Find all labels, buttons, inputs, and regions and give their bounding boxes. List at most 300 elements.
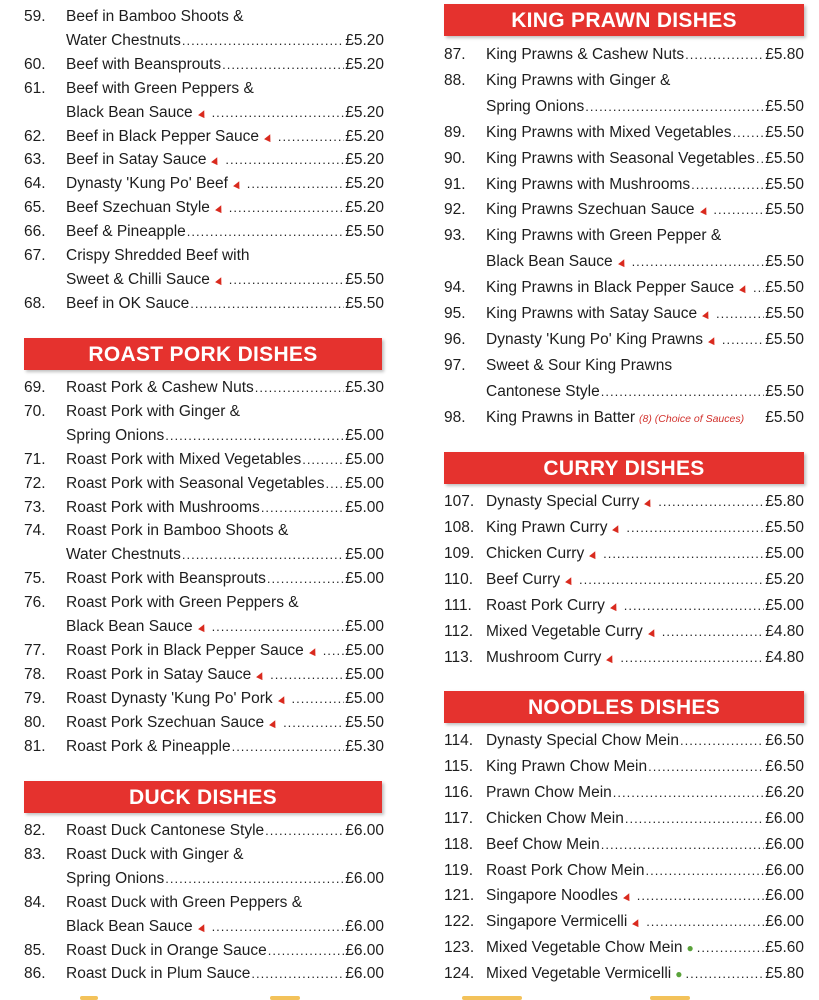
menu-item-price: £6.50 (765, 732, 804, 749)
menu-item-name: Beef in Black Pepper Sauce (66, 127, 260, 145)
menu-item-number: 91. (444, 175, 466, 193)
chilli-icon: ▲ (704, 331, 722, 349)
menu-item-price: £6.00 (345, 941, 384, 959)
menu-item-name: Roast Pork in Bamboo Shoots & (66, 522, 289, 540)
dot-leader (632, 250, 765, 274)
menu-item-row (24, 77, 384, 101)
menu-item-number: 113. (444, 649, 474, 666)
dot-leader (685, 43, 764, 67)
menu-item-name: Beef in Satay Sauce (66, 151, 207, 169)
menu-item-row (444, 406, 804, 430)
menu-item-name: Roast Pork Chow Mein (486, 861, 645, 879)
chilli-icon: ▲ (698, 305, 716, 323)
menu-item-row (444, 755, 804, 779)
menu-item-name: King Prawns in Black Pepper Sauce (486, 279, 735, 297)
menu-item-name: Chicken Curry (486, 545, 585, 562)
chilli-icon: ▲ (735, 279, 753, 297)
dot-leader (267, 567, 344, 591)
menu-item-number: 93. (444, 227, 466, 245)
menu-item-name: Spring Onions (66, 426, 165, 444)
menu-item-price: £5.50 (765, 279, 804, 297)
menu-item-number: 73. (24, 498, 46, 516)
menu-item-name: Sweet & Sour King Prawns (486, 356, 673, 374)
chilli-icon: ▲ (644, 623, 662, 641)
menu-item-name: King Prawn Curry (486, 519, 608, 536)
menu-item-name: Chicken Chow Mein (486, 809, 624, 827)
dot-leader (697, 936, 765, 960)
menu-item-number: 108. (444, 519, 475, 536)
chilli-icon: ▲ (561, 571, 579, 589)
menu-item-number: 89. (444, 123, 466, 141)
dot-leader (251, 962, 344, 986)
menu-item-row (444, 936, 804, 960)
menu-item-number: 78. (24, 665, 46, 683)
menu-item-row (24, 543, 384, 567)
menu-item-number: 122. (444, 913, 475, 931)
menu-item-price: £5.50 (765, 201, 804, 219)
menu-item-row (444, 620, 804, 644)
menu-item-number: 62. (24, 127, 46, 145)
menu-item-price: £5.00 (345, 474, 384, 492)
menu-item-name: Dynasty 'Kung Po' King Prawns (486, 330, 703, 348)
menu-item-number: 61. (24, 79, 46, 97)
menu-item-number: 74. (24, 522, 46, 540)
dot-leader (283, 711, 344, 735)
dot-leader (603, 542, 764, 566)
menu-item-number: 94. (444, 279, 466, 297)
menu-item-row (24, 125, 384, 149)
dot-leader (326, 472, 345, 496)
menu-item-number: 92. (444, 201, 466, 219)
menu-item-name: King Prawns with Green Pepper & (486, 227, 722, 245)
menu-item-name: King Prawns with Mixed Vegetables (486, 123, 732, 141)
menu-item-name: Black Bean Sauce (486, 253, 613, 271)
menu-item-price: £6.00 (765, 809, 804, 827)
menu-item-price: £5.80 (765, 46, 804, 63)
menu-item-row (24, 915, 384, 939)
menu-item-number: 117. (444, 809, 474, 827)
menu-item-number: 76. (24, 594, 46, 612)
menu-item-price: £5.50 (765, 149, 804, 167)
menu-item-number: 115. (444, 757, 474, 775)
menu-item-number: 116. (444, 783, 474, 801)
dot-leader (165, 867, 344, 891)
menu-item-row (444, 646, 804, 670)
menu-item-name: Water Chestnuts (66, 31, 181, 49)
dot-leader (620, 646, 764, 670)
menu-item-name: Roast Duck Cantonese Style (66, 822, 265, 839)
menu-item-price: £5.20 (345, 31, 384, 49)
menu-item-number: 83. (24, 845, 46, 863)
menu-item-price: £5.00 (345, 665, 384, 683)
chilli-icon: ▲ (628, 913, 646, 932)
menu-item-row (444, 490, 804, 514)
menu-item-name: Roast Pork & Pineapple (66, 737, 231, 755)
menu-item-row (444, 224, 804, 248)
menu-item-number: 84. (24, 893, 46, 911)
menu-item-price: £5.50 (345, 223, 384, 241)
menu-item-number: 123. (444, 939, 475, 957)
dot-leader (302, 448, 344, 472)
menu-item-name: Roast Pork & Cashew Nuts (66, 379, 254, 396)
dot-leader (680, 729, 764, 753)
menu-item-price: £6.00 (765, 887, 804, 905)
menu-item-number: 86. (24, 965, 46, 983)
menu-item-number: 70. (24, 402, 46, 420)
menu-item-row (444, 354, 804, 378)
menu-item-number: 80. (24, 713, 46, 731)
menu-item-name: Singapore Vermicelli (486, 913, 628, 931)
menu-item-price: £5.20 (345, 151, 384, 169)
menu-item-row (24, 448, 384, 472)
menu-item-name: Beef Szechuan Style (66, 199, 210, 217)
dot-leader (268, 939, 344, 963)
dot-leader (222, 53, 344, 77)
menu-item-row (24, 843, 384, 867)
menu-item-price: £4.80 (765, 649, 804, 666)
menu-item-name: Roast Duck in Plum Sauce (66, 965, 251, 983)
dot-leader (212, 615, 345, 639)
dot-leader (624, 594, 764, 618)
menu-item-row (444, 542, 804, 566)
menu-item-row (24, 376, 384, 400)
dot-leader (212, 101, 345, 125)
menu-item-name: Cantonese Style (486, 382, 600, 400)
menu-item-price: £5.00 (345, 570, 384, 588)
menu-item-price: £5.50 (765, 382, 804, 400)
menu-item-price: £5.00 (765, 545, 804, 562)
dot-leader (255, 376, 344, 400)
menu-item-price: £5.50 (345, 294, 384, 312)
dot-leader (713, 198, 764, 222)
menu-item-name: Roast Pork with Mixed Vegetables (66, 450, 302, 468)
menu-item-price: £5.50 (765, 175, 804, 193)
menu-item-name: Roast Pork in Satay Sauce (66, 665, 252, 683)
menu-item-row (444, 884, 804, 908)
menu-item-number: 60. (24, 55, 46, 73)
menu-item-name: Sweet & Chilli Sauce (66, 270, 210, 288)
menu-item-price: £5.50 (765, 305, 804, 322)
chilli-icon: ▲ (640, 493, 658, 511)
menu-item-name: Beef in OK Sauce (66, 294, 190, 312)
menu-item-name: Black Bean Sauce (66, 618, 193, 635)
menu-item-price: £6.00 (765, 913, 804, 931)
menu-item-name: King Prawns with Satay Sauce (486, 305, 698, 322)
menu-item-price: £5.00 (345, 689, 384, 707)
chilli-icon: ▲ (194, 917, 211, 936)
menu-item-row (24, 496, 384, 520)
menu-item-row (444, 910, 804, 934)
menu-item-price: £5.00 (345, 450, 384, 468)
dot-leader (613, 781, 764, 805)
section-header-duck: DUCK DISHES (24, 781, 382, 813)
food-photo-edge (462, 996, 522, 1000)
dot-leader (733, 121, 765, 145)
menu-item-name: Beef with Beansprouts (66, 55, 222, 73)
section-header-king-prawn: KING PRAWN DISHES (444, 4, 804, 36)
dot-leader (292, 687, 345, 711)
menu-item-row (444, 276, 804, 300)
chilli-icon: ▲ (619, 887, 637, 906)
menu-item-price: £5.20 (345, 55, 384, 73)
menu-item-row (24, 819, 384, 843)
menu-item-row (444, 594, 804, 618)
chilli-icon: ▲ (614, 253, 631, 272)
chilli-icon: ▲ (194, 618, 211, 636)
menu-item-row (24, 400, 384, 424)
chilli-icon: ▲ (609, 519, 626, 537)
menu-item-number: 79. (24, 689, 46, 707)
menu-item-row (24, 591, 384, 615)
menu-item-name: Spring Onions (66, 869, 165, 887)
menu-item-row (444, 95, 804, 119)
chilli-icon: ▲ (260, 127, 278, 146)
dot-leader (646, 859, 765, 883)
menu-item-name: Roast Dynasty 'Kung Po' Pork (66, 689, 273, 707)
menu-item-row (24, 711, 384, 735)
menu-item-name: Mixed Vegetable Chow Mein (486, 939, 683, 957)
chilli-icon: ▲ (305, 642, 323, 660)
menu-item-number: 87. (444, 46, 466, 63)
menu-item-price: £5.80 (765, 965, 804, 983)
menu-item-price: £5.30 (345, 737, 384, 755)
menu-item-row (24, 148, 384, 172)
dot-leader (190, 292, 344, 316)
menu-item-price: £5.20 (345, 175, 384, 193)
dot-leader (722, 328, 764, 352)
menu-item-price: £5.50 (765, 519, 804, 536)
dot-leader (585, 95, 764, 119)
menu-item-name: Roast Duck with Ginger & (66, 845, 244, 863)
menu-item-name: Roast Pork with Seasonal Vegetables (66, 474, 325, 492)
dot-leader (662, 620, 765, 644)
menu-item-row (24, 29, 384, 53)
menu-item-price: £5.00 (345, 498, 384, 516)
menu-item-number: 71. (24, 450, 46, 468)
menu-item-price: £4.80 (765, 623, 804, 640)
menu-item-name: Roast Pork with Mushrooms (66, 498, 260, 516)
chilli-icon: ▲ (252, 665, 270, 684)
menu-item-name: Dynasty 'Kung Po' Beef (66, 175, 228, 193)
menu-item-number: 77. (24, 641, 46, 659)
menu-item-row (24, 891, 384, 915)
menu-item-name: Beef with Green Peppers & (66, 79, 254, 97)
menu-item-name: Black Bean Sauce (66, 917, 193, 935)
menu-item-number: 64. (24, 175, 46, 193)
menu-item-price: £6.50 (765, 757, 804, 775)
menu-item-number: 124. (444, 965, 475, 983)
menu-item-row (444, 69, 804, 93)
menu-item-number: 121. (444, 887, 475, 905)
chilli-icon: ▲ (211, 271, 229, 289)
menu-item-name: Roast Pork with Green Peppers & (66, 594, 299, 612)
menu-item-row (444, 328, 804, 352)
vegetarian-leaf-icon: ● (686, 941, 694, 956)
section-header-roast-pork: ROAST PORK DISHES (24, 338, 382, 370)
menu-item-number: 65. (24, 199, 46, 217)
menu-item-name: Spring Onions (486, 97, 585, 115)
menu-item-price: £6.20 (765, 783, 804, 801)
menu-item-number: 114. (444, 732, 474, 749)
menu-item-name: King Prawn Chow Mein (486, 757, 648, 775)
menu-item-number: 90. (444, 149, 466, 167)
menu-item-price: £5.50 (765, 97, 804, 115)
menu-item-row (24, 472, 384, 496)
menu-item-name: Roast Pork Curry (486, 597, 605, 614)
menu-item-name: King Prawns in Batter (486, 408, 636, 426)
menu-item-price: £6.00 (345, 869, 384, 887)
menu-item-number: 110. (444, 571, 474, 588)
menu-item-number: 66. (24, 223, 46, 241)
menu-item-row (24, 962, 384, 986)
menu-item-price: £5.20 (345, 199, 384, 217)
menu-item-price: £5.00 (345, 546, 384, 564)
menu-item-row (24, 292, 384, 316)
chilli-icon: ▲ (211, 199, 229, 218)
menu-item-row (444, 859, 804, 883)
dot-leader (261, 496, 344, 520)
menu-item-row (24, 172, 384, 196)
dot-leader (646, 910, 764, 934)
menu-item-row (24, 735, 384, 759)
menu-item-name: King Prawns with Ginger & (486, 71, 671, 89)
menu-item-number: 109. (444, 545, 475, 562)
chilli-icon: ▲ (606, 597, 624, 615)
menu-item-name: Beef in Bamboo Shoots & (66, 8, 244, 25)
dot-leader (212, 915, 345, 939)
dot-leader (658, 490, 764, 514)
dot-leader (626, 516, 764, 540)
dot-leader (278, 125, 344, 149)
menu-item-number: 111. (444, 597, 472, 614)
menu-item-number: 72. (24, 474, 46, 492)
dot-leader (270, 663, 344, 687)
menu-item-row (444, 807, 804, 831)
menu-item-row (24, 867, 384, 891)
chilli-icon: ▲ (274, 689, 291, 708)
menu-item-row (24, 639, 384, 663)
food-photo-edge (650, 996, 690, 1000)
menu-item-row (444, 250, 804, 274)
menu-item-price: £5.30 (345, 379, 384, 396)
menu-item-name: Roast Duck with Green Peppers & (66, 893, 303, 911)
menu-item-row (444, 173, 804, 197)
menu-item-name: Roast Pork with Ginger & (66, 402, 241, 420)
menu-item-row (24, 53, 384, 77)
menu-item-number: 96. (444, 330, 466, 348)
menu-item-name: King Prawns with Mushrooms (486, 175, 691, 193)
menu-item-name: Roast Pork with Beansprouts (66, 570, 266, 588)
dot-leader (691, 173, 764, 197)
menu-item-number: 81. (24, 737, 46, 755)
menu-item-name: Mushroom Curry (486, 649, 602, 666)
dot-leader (187, 220, 344, 244)
menu-item-row (444, 147, 804, 171)
menu-item-price: £5.80 (765, 493, 804, 510)
menu-item-name: Roast Pork Szechuan Sauce (66, 713, 265, 731)
menu-item-name: Dynasty Special Chow Mein (486, 732, 679, 749)
menu-item-name: Beef & Pineapple (66, 223, 186, 241)
dot-leader (323, 639, 345, 663)
menu-item-row (444, 781, 804, 805)
menu-item-row (444, 121, 804, 145)
menu-item-row (444, 833, 804, 857)
dot-leader (225, 148, 344, 172)
dot-leader (601, 380, 764, 404)
menu-item-price: £6.00 (765, 835, 804, 853)
menu-item-row (444, 729, 804, 753)
dot-leader (637, 884, 764, 908)
menu-item-name: Mixed Vegetable Curry (486, 623, 643, 640)
menu-item-price: £5.00 (345, 426, 384, 444)
menu-item-note: (8) (Choice of Sauces) (639, 412, 745, 425)
menu-item-price: £5.50 (765, 123, 804, 141)
menu-item-price: £5.20 (765, 571, 804, 588)
menu-item-price: £5.00 (345, 618, 384, 635)
menu-item-name: Mixed Vegetable Vermicelli (486, 965, 672, 983)
menu-item-name: Singapore Noodles (486, 887, 618, 905)
menu-item-name: King Prawns with Seasonal Vegetables (486, 149, 755, 167)
food-photo-edge (270, 996, 300, 1000)
menu-item-row (444, 380, 804, 404)
dot-leader (165, 424, 344, 448)
menu-item-number: 107. (444, 493, 475, 510)
menu-item-number: 59. (24, 8, 46, 25)
menu-item-price: £5.00 (345, 641, 384, 659)
menu-item-price: £5.50 (345, 270, 384, 288)
dot-leader (716, 302, 764, 326)
chilli-icon: ▲ (194, 103, 211, 122)
menu-item-number: 88. (444, 71, 466, 89)
menu-item-row (24, 687, 384, 711)
menu-item-name: Dynasty Special Curry (486, 493, 640, 510)
menu-item-row (444, 516, 804, 540)
menu-item-price: £6.00 (345, 917, 384, 935)
menu-item-row (24, 196, 384, 220)
menu-item-number: 119. (444, 861, 474, 879)
dot-leader (579, 568, 764, 592)
dot-leader (182, 29, 344, 53)
menu-item-name: Roast Duck in Orange Sauce (66, 941, 267, 959)
dot-leader (686, 962, 765, 986)
menu-item-name: Roast Pork in Black Pepper Sauce (66, 641, 304, 659)
menu-item-number: 63. (24, 151, 46, 169)
menu-item-price: £5.60 (765, 939, 804, 957)
dot-leader (229, 196, 344, 220)
menu-item-row (24, 615, 384, 639)
menu-item-price: £5.50 (345, 713, 384, 731)
dot-leader (182, 543, 344, 567)
menu-item-row (24, 268, 384, 292)
menu-item-row (24, 567, 384, 591)
menu-item-price: £5.50 (765, 408, 804, 426)
menu-item-name: Prawn Chow Mein (486, 783, 612, 801)
dot-leader (753, 276, 764, 300)
dot-leader (232, 735, 345, 759)
menu-item-number: 68. (24, 294, 46, 312)
menu-item-number: 69. (24, 379, 46, 396)
menu-item-price: £6.00 (765, 861, 804, 879)
menu-item-number: 67. (24, 247, 46, 264)
menu-item-number: 97. (444, 356, 466, 374)
dot-leader (265, 819, 344, 843)
chilli-icon: ▲ (696, 201, 713, 220)
menu-item-number: 95. (444, 305, 466, 322)
menu-item-price: £5.00 (765, 597, 804, 614)
vegetarian-leaf-icon: ● (675, 967, 683, 982)
menu-item-number: 98. (444, 408, 466, 426)
chilli-icon: ▲ (208, 151, 225, 170)
